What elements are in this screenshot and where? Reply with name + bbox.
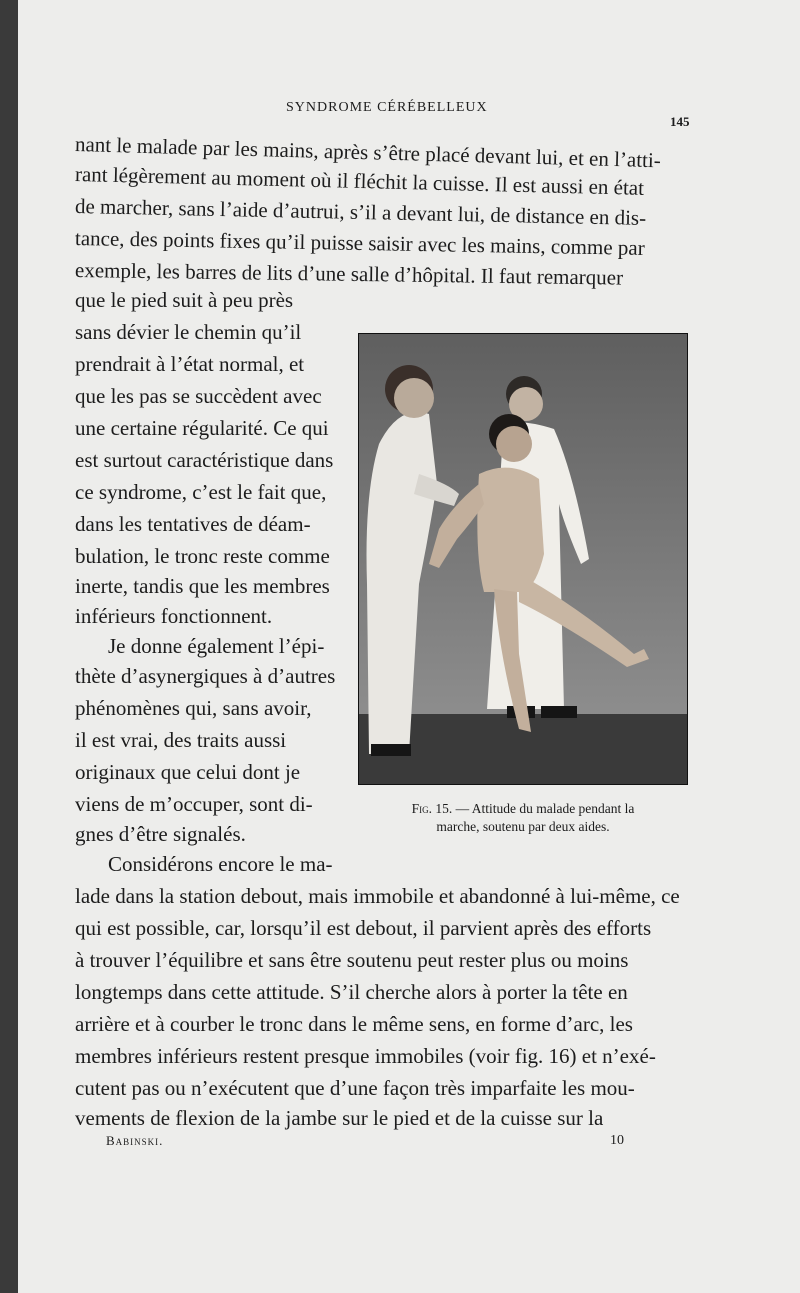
- figure-photograph: [358, 333, 688, 785]
- text-line: à trouver l’équilibre et sans être soutenu peut rester plus ou moins: [75, 948, 629, 972]
- text-line: de marcher, sans l’aide d’autrui, s’il a devant lui, de distance en dis-: [74, 194, 647, 230]
- book-page: [18, 0, 800, 1293]
- text-line: Considérons encore le ma-: [108, 852, 333, 876]
- text-line: cutent pas ou n’exécutent que d’une façon très imparfaite les mou-: [75, 1076, 635, 1100]
- text-line: vements de flexion de la jambe sur le pied et de la cuisse sur la: [75, 1106, 604, 1130]
- text-line: viens de m’occuper, sont di-: [75, 792, 313, 816]
- text-line: nant le malade par les mains, après s’être placé devant lui, et en l’atti-: [74, 132, 662, 173]
- text-line: arrière et à courber le tronc dans le même sens, en forme d’arc, les: [75, 1012, 633, 1036]
- text-line: thète d’asynergiques à d’autres: [75, 664, 336, 688]
- figure-caption: [358, 800, 688, 836]
- running-title: SYNDROME CÉRÉBELLEUX: [286, 100, 488, 115]
- caption-line-2: marche, soutenu par deux aides.: [436, 819, 610, 834]
- text-line: tance, des points fixes qu’il puisse saisir avec les mains, comme par: [74, 226, 645, 260]
- footer-signature-mark: 10: [610, 1133, 624, 1148]
- text-line: inférieurs fonctionnent.: [75, 604, 273, 628]
- text-line: une certaine régularité. Ce qui: [75, 416, 329, 440]
- text-line: sans dévier le chemin qu’il: [75, 320, 302, 344]
- text-line: ce syndrome, c’est le fait que,: [75, 480, 327, 504]
- caption-line-1: Fig. 15. — Attitude du malade pendant la: [411, 801, 635, 816]
- text-line: longtemps dans cette attitude. S’il cherche alors à porter la tête en: [75, 980, 628, 1004]
- text-line: prendrait à l’état normal, et: [75, 352, 305, 376]
- page-number: 145: [670, 114, 690, 129]
- text-line: phénomènes qui, sans avoir,: [75, 696, 312, 720]
- text-line: que le pied suit à peu près: [75, 288, 294, 312]
- text-line: dans les tentatives de déam-: [75, 512, 311, 536]
- text-line: lade dans la station debout, mais immobile et abandonné à lui-même, ce: [75, 884, 680, 908]
- text-line: inerte, tandis que les membres: [75, 574, 330, 598]
- text-line: que les pas se succèdent avec: [75, 384, 322, 408]
- text-line: il est vrai, des traits aussi: [75, 728, 287, 752]
- text-line: originaux que celui dont je: [75, 760, 301, 784]
- footer-author: Babinski.: [106, 1133, 164, 1148]
- text-line: est surtout caractéristique dans: [75, 448, 334, 472]
- text-line: Je donne également l’épi-: [108, 634, 325, 658]
- text-line: qui est possible, car, lorsqu’il est debout, il parvient après des efforts: [75, 916, 652, 940]
- text-line: exemple, les barres de lits d’une salle d’hôpital. Il faut remarquer: [74, 258, 624, 290]
- text-line: membres inférieurs restent presque immobiles (voir fig. 16) et n’exé-: [75, 1044, 656, 1068]
- text-line: rant légèrement au moment où il fléchit la cuisse. Il est aussi en état: [74, 162, 645, 200]
- text-line: bulation, le tronc reste comme: [75, 544, 330, 568]
- figure-label: Fig. 15.: [411, 801, 453, 816]
- text-line: gnes d’être signalés.: [75, 822, 246, 846]
